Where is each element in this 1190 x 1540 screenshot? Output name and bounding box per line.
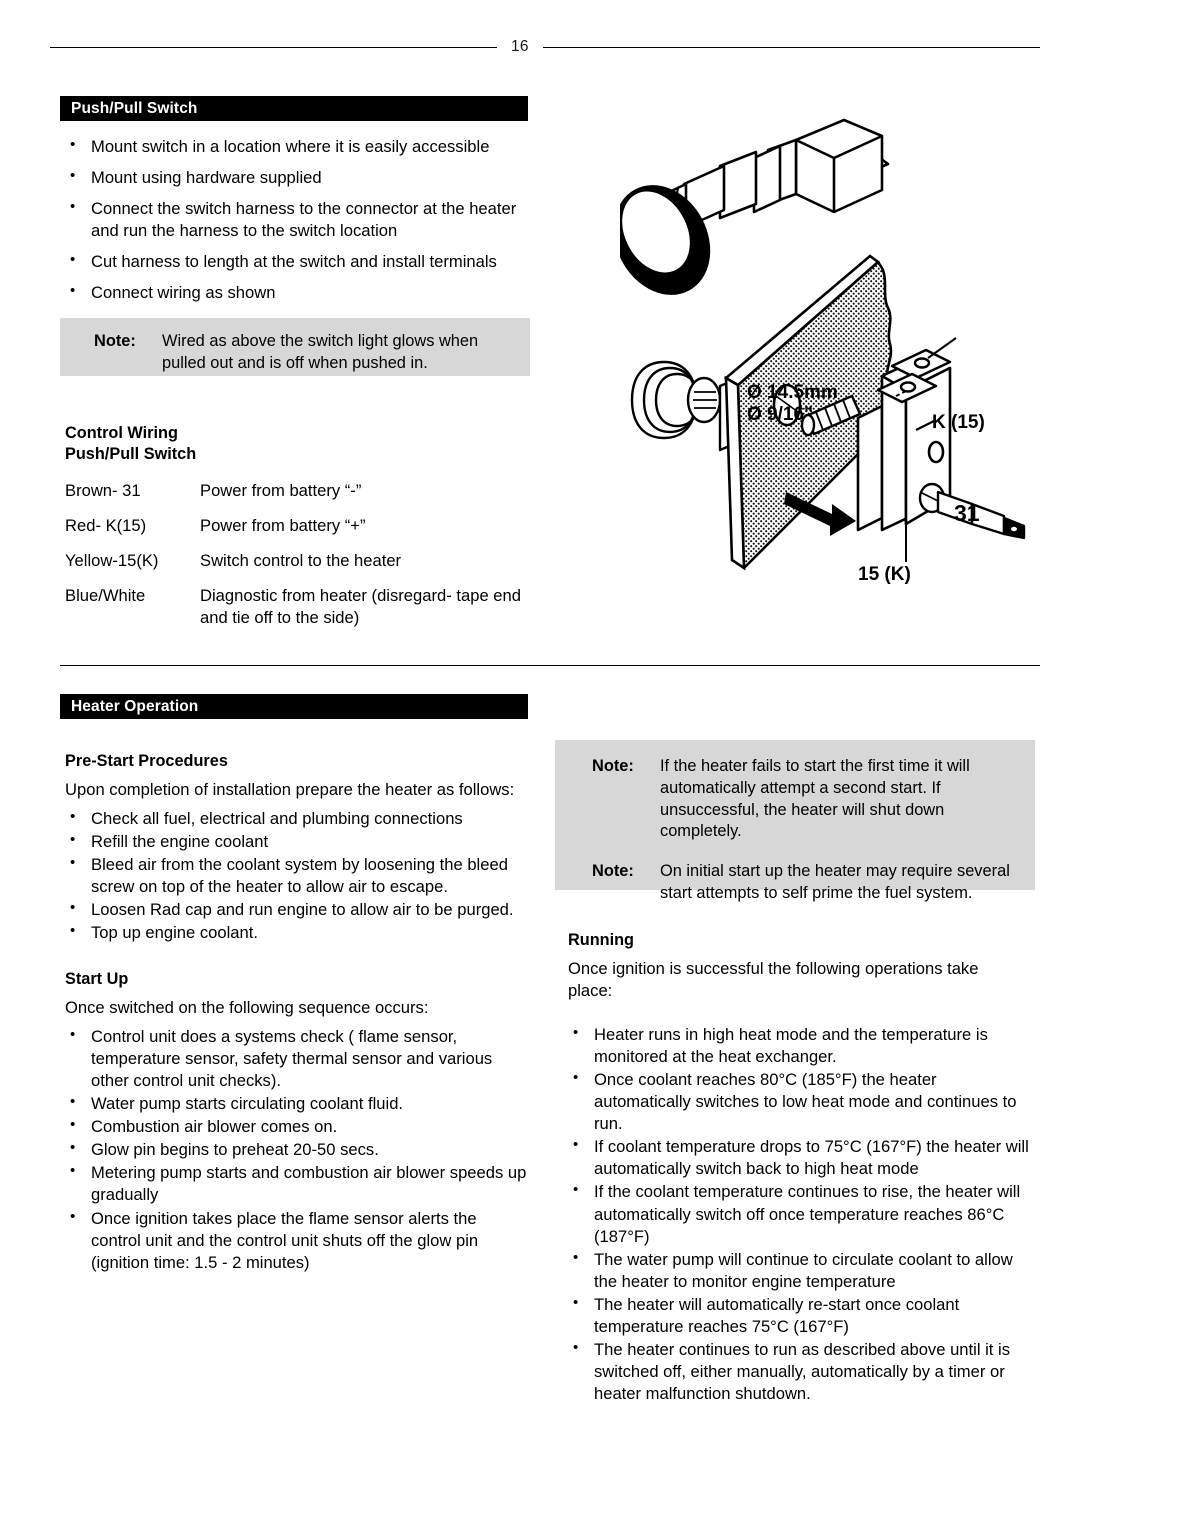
note-label: Note: [592,862,634,881]
list-item: • Glow pin begins to preheat 20-50 secs. [65,1139,530,1161]
list-item: • Check all fuel, electrical and plumbing connections [65,808,530,830]
note-box-start-attempts [555,740,1035,903]
start-up-heading: Start Up [65,970,129,988]
list-item: • Loosen Rad cap and run engine to allow air to be purged. [65,899,530,921]
start-up-bullet-list [65,1026,530,1275]
list-item: • Connect wiring as shown [65,282,530,304]
list-item: • Mount using hardware supplied [65,167,530,189]
figure-label-terminal-15k: 15 (K) [858,564,911,585]
table-row [65,515,530,550]
note-box-switch-light [60,318,530,376]
note-text: Wired as above the switch light glows when pulled out and is off when pushed in. [162,332,479,372]
list-item: • Cut harness to length at the switch and install terminals [65,251,530,273]
start-up-intro: Once switched on the following sequence occurs: [65,998,429,1017]
wire-function: Power from battery “+” [200,516,366,536]
list-item: • Top up engine coolant. [65,922,530,944]
wire-name: Brown- 31 [65,481,141,500]
list-item: • The water pump will continue to circulate coolant to allow the heater to monitor engine temperature [568,1249,1033,1293]
note-label: Note: [592,757,634,775]
list-item: • Heater runs in high heat mode and the temperature is monitored at the heat exchanger. [568,1024,1033,1068]
running-heading: Running [568,931,635,949]
list-item: • Connect the switch harness to the connector at the heater and run the harness to the switch location [65,198,530,242]
pre-start-intro: Upon completion of installation prepare the heater as follows: [65,780,515,799]
figure-label-diameter-mm: Ø 14.5mm [747,382,838,403]
wire-function: Switch control to the heater [200,551,402,571]
section-divider [60,665,1040,666]
list-item: • If the coolant temperature continues to rise, the heater will automatically switch off once temperature reaches 86°C (187°F) [568,1181,1033,1247]
figure-label-terminal-31: 31 [954,500,980,526]
wire-function: Power from battery “-” [200,481,362,500]
table-row [65,585,530,642]
figure-label-diameter-inch: Ø 9/16" [747,404,814,425]
list-item: • Once ignition takes place the flame sensor alerts the control unit and the control unit shuts off the glow pin (ignition time: 1.5 - 2 minutes) [65,1208,530,1274]
list-item: • Bleed air from the coolant system by loosening the bleed screw on top of the heater to allow air to escape. [65,854,530,898]
list-item: • Metering pump starts and combustion air blower speeds up gradually [65,1162,530,1206]
list-item: • Water pump starts circulating coolant fluid. [65,1093,530,1115]
wire-function: Diagnostic from heater (disregard- tape end and tie off to the side) [200,586,521,628]
pre-start-heading: Pre-Start Procedures [65,752,228,770]
list-item: • Control unit does a systems check ( flame sensor, temperature sensor, safety thermal sensor and various other control unit checks). [65,1026,530,1092]
page-number: 16 [511,38,529,56]
running-bullet-list [568,1024,1033,1406]
list-item: • The heater will automatically re-start once coolant temperature reaches 75°C (167°F) [568,1294,1033,1338]
note-row [592,861,1013,905]
pre-start-bullet-list [65,808,530,945]
control-wiring-table [65,480,530,642]
list-item: • Combustion air blower comes on. [65,1116,530,1138]
push-pull-switch-figure [620,100,1040,610]
control-wiring-heading [65,423,530,465]
header-rule-left [50,47,497,48]
wire-name: Red- K(15) [65,516,147,536]
control-wiring-heading-line1: Control Wiring [65,424,178,442]
list-item: • Refill the engine coolant [65,831,530,853]
header-rule-right [543,47,1040,48]
list-item: • The heater continues to run as described above until it is switched off, either manually, automatically by a timer or heater malfunction shutdown. [568,1339,1033,1405]
control-wiring-heading-line2: Push/Pull Switch [65,445,197,464]
list-item: • Mount switch in a location where it is easily accessible [65,136,530,158]
note-text: If the heater fails to start the first time it will automatically attempt a second start. If unsuccessful, the heater will shut down completely. [660,757,970,841]
list-item: • If coolant temperature drops to 75°C (167°F) the heater will automatically switch back to high heat mode [568,1136,1033,1180]
note-row [592,756,1013,843]
table-row [65,480,530,515]
figure-label-terminal-k15: K (15) [932,412,985,433]
list-item: • Once coolant reaches 80°C (185°F) the heater automatically switches to low heat mode and continues to run. [568,1069,1033,1135]
note-label: Note: [94,332,136,350]
page-header [50,36,1040,58]
table-row [65,550,530,585]
running-intro: Once ignition is successful the following operations take place: [568,959,979,1001]
wire-name: Yellow-15(K) [65,551,159,571]
section-bar-heater-operation: Heater Operation [60,694,528,719]
push-pull-bullet-list [65,136,530,313]
wire-name: Blue/White [65,586,146,606]
note-row [94,331,508,375]
note-text: On initial start up the heater may require several start attempts to self prime the fuel system. [660,862,1010,903]
section-bar-push-pull-switch: Push/Pull Switch [60,96,528,121]
